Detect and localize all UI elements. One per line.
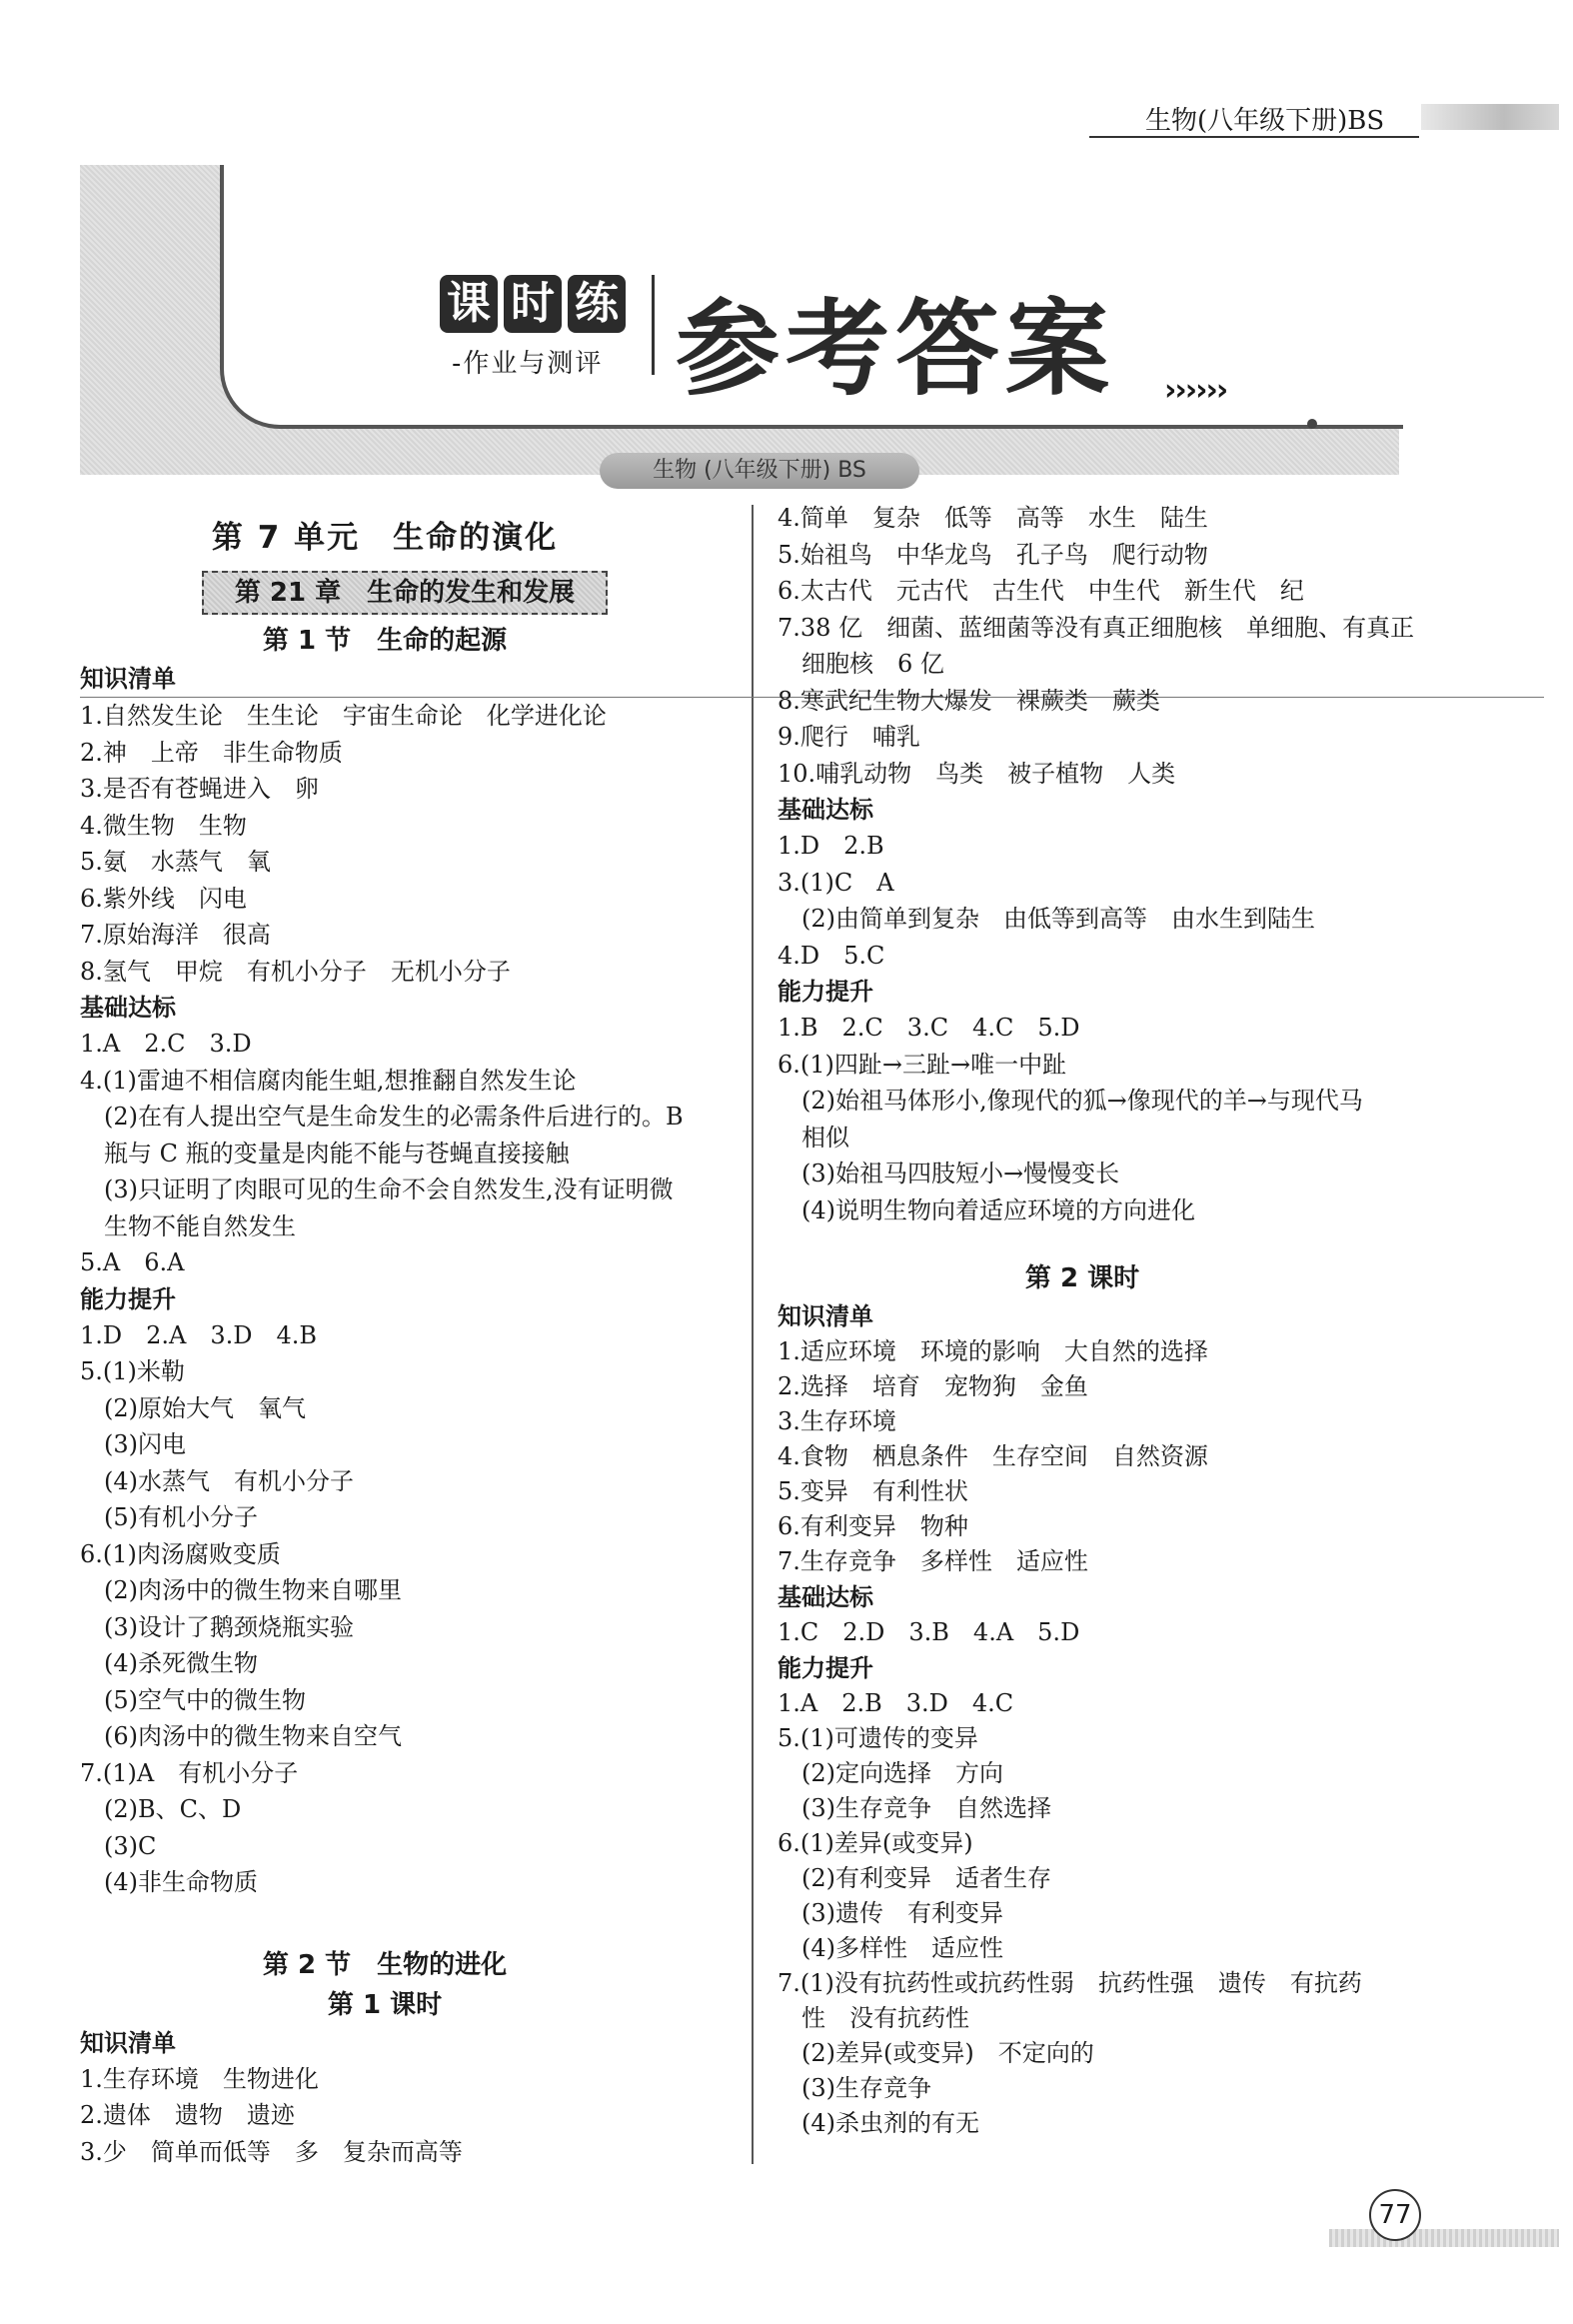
answer-line: 1.生存环境 生物进化 [80,2064,319,2093]
answer-line: (3)生存竞争 [801,2074,931,2102]
answer-line: (2)原始大气 氧气 [104,1393,306,1422]
footer-bar [1329,2229,1559,2247]
category-knowledge: 知识清单 [80,661,1544,698]
answer-line: 9.爬行 哺乳 [778,723,920,751]
answer-line: 4.D 5.C [778,941,885,970]
answer-line: (3)闪电 [104,1430,186,1458]
category-basic: 基础达标 [778,1583,873,1611]
answer-line: 生物不能自然发生 [104,1211,296,1240]
brand-subtitle: -作业与测评 [452,349,604,379]
answer-list [80,1317,740,1901]
answer-line: 5.A 6.A [80,1248,185,1276]
answer-line: (2)在有人提出空气是生命发生的必需条件后进行的。B [104,1103,684,1131]
answer-line: 5.氨 水蒸气 氧 [80,848,271,876]
running-header [1089,96,1559,138]
answer-line: 2.遗体 遗物 遗迹 [80,2101,295,2129]
answer-line: 5.变异 有利性状 [778,1477,968,1505]
answer-line: 6.有利变异 物种 [778,1512,968,1540]
category-knowledge: 知识清单 [80,2028,176,2057]
answer-line: 性 没有抗药性 [801,2004,969,2032]
answer-line: 4.微生物 生物 [80,811,247,840]
answer-line: 3.是否有苍蝇进入 卵 [80,775,319,803]
answer-line: 8.氢气 甲烷 有机小分子 无机小分子 [80,957,511,986]
answer-line: 5.(1)米勒 [80,1357,185,1385]
answer-line: 7.生存竞争 多样性 适应性 [778,1547,1088,1575]
running-header-title: 生物(八年级下册)BS [1145,106,1385,136]
lesson-heading: 第 2 课时 [1024,1263,1140,1293]
answer-line: (3)始祖马四肢短小→慢慢变长 [801,1160,1120,1187]
brand-char: 练 [568,275,626,333]
answer-line: (3)设计了鹅颈烧瓶实验 [104,1612,354,1641]
answer-line: 4.(1)雷迪不相信腐肉能生蛆,想推翻自然发生论 [80,1066,577,1095]
left-column [80,500,740,2170]
answer-line: (3)生存竞争 自然选择 [801,1794,1051,1822]
answer-line: 细胞核 6 亿 [801,650,944,678]
answer-line: (5)空气中的微生物 [104,1685,306,1714]
answer-line: (4)非生命物质 [104,1868,258,1896]
answer-line: 瓶与 C 瓶的变量是肉能不能与苍蝇直接接触 [104,1139,570,1167]
answer-line: 1.A 2.B 3.D 4.C [778,1689,1014,1717]
unit-heading: 第 7 单元 生命的演化 [211,520,559,556]
answer-line: (3)遗传 有利变异 [801,1899,1003,1927]
answer-line: (3)C [104,1831,157,1860]
answer-line: 6.(1)肉汤腐败变质 [80,1539,281,1568]
column-divider [752,505,754,2164]
category-knowledge: 知识清单 [778,1302,873,1330]
answer-line: (6)肉汤中的微生物来自空气 [104,1722,402,1750]
answer-line: 4.简单 复杂 低等 高等 水生 陆生 [778,504,1208,532]
answer-line: 8.寒武纪生物大爆发 裸蕨类 蕨类 [778,686,1160,715]
answer-line: 3.生存环境 [778,1407,896,1435]
answer-line: 2.神 上帝 非生命物质 [80,738,343,767]
brand-separator [652,275,655,375]
answer-line: 1.D 2.B [778,832,884,860]
answer-list [778,828,1437,974]
answer-line: 7.(1)没有抗药性或抗药性弱 抗药性强 遗传 有抗药 [778,1969,1362,1997]
answer-line: 3.(1)C A [778,868,894,897]
subject-pill: 生物 (八年级下册) BS [600,453,919,489]
answer-line: 10.哺乳动物 鸟类 被子植物 人类 [778,759,1176,788]
running-header-bar [1421,104,1559,130]
answer-list [778,1686,1437,2141]
lesson-heading: 第 1 课时 [327,1989,443,2020]
answer-line: 1.B 2.C 3.C 4.C 5.D [778,1014,1080,1042]
title-banner [80,165,1399,483]
answer-line: (3)只证明了肉眼可见的生命不会自然发生,没有证明微 [104,1175,674,1203]
category-ability: 能力提升 [80,1284,176,1313]
brand-char: 时 [504,275,562,333]
category-basic: 基础达标 [80,994,176,1022]
answer-line: 6.(1)四趾→三趾→唯一中趾 [778,1050,1067,1079]
brand-logo [440,275,626,333]
category-ability: 能力提升 [778,978,873,1006]
page-title: 参考答案 [676,288,1116,410]
answer-line: 5.(1)可遗传的变异 [778,1724,978,1752]
chapter-heading: 第 21 章 生命的发生和发展 [202,571,608,615]
banner-dot [1307,419,1317,429]
answer-line: 1.A 2.C 3.D [80,1030,252,1058]
answer-line: (4)杀死微生物 [104,1649,258,1677]
answer-line: (2)差异(或变异) 不定向的 [801,2039,1094,2067]
answer-line: 相似 [801,1123,849,1152]
chevrons-icon: ›››››› [1164,373,1227,408]
answer-list [778,1010,1437,1228]
answer-line: 7.原始海洋 很高 [80,921,271,949]
page-number: 77 [1369,2189,1421,2241]
answer-line: 3.少 简单而低等 多 复杂而高等 [80,2137,463,2166]
answer-line: 1.D 2.A 3.D 4.B [80,1320,318,1349]
answer-line: (2)B、C、D [104,1795,242,1823]
section-heading: 第 2 节 生物的进化 [262,1949,508,1980]
answer-line: (5)有机小分子 [104,1503,258,1531]
answer-line: 1.适应环境 环境的影响 大自然的选择 [778,1337,1208,1365]
answer-line: 1.C 2.D 3.B 4.A 5.D [778,1618,1080,1646]
answer-line: (2)始祖马体形小,像现代的狐→像现代的羊→与现代马 [801,1087,1363,1115]
answer-line: (4)杀虫剂的有无 [801,2109,979,2137]
answer-line: 7.38 亿 细菌、蓝细菌等没有真正细胞核 单细胞、有真正 [778,613,1415,642]
right-column [778,500,1437,2141]
answer-line: (2)定向选择 方向 [801,1759,1003,1787]
answer-line: (2)有利变异 适者生存 [801,1864,1051,1892]
answer-line: 7.(1)A 有机小分子 [80,1758,299,1787]
section-heading: 第 1 节 生命的起源 [262,626,508,656]
answer-line: 6.(1)差异(或变异) [778,1829,973,1857]
answer-line: 4.食物 栖息条件 生存空间 自然资源 [778,1442,1208,1470]
category-ability: 能力提升 [778,1654,873,1682]
answer-list [778,500,1437,792]
answer-line: 1.自然发生论 生生论 宇宙生命论 化学进化论 [80,702,607,730]
answer-line: 6.紫外线 闪电 [80,884,247,913]
category-basic: 基础达标 [778,796,873,824]
answer-line: (2)肉汤中的微生物来自哪里 [104,1576,402,1604]
answer-line: (4)水蒸气 有机小分子 [104,1466,354,1495]
answer-line: 5.始祖鸟 中华龙鸟 孔子鸟 爬行动物 [778,540,1208,569]
answer-line: (4)多样性 适应性 [801,1934,1003,1962]
answer-line: 6.太古代 元古代 古生代 中生代 新生代 纪 [778,577,1304,605]
answer-line: 2.选择 培育 宠物狗 金鱼 [778,1372,1088,1400]
answer-line: (4)说明生物向着适应环境的方向进化 [801,1195,1195,1224]
answer-line: (2)由简单到复杂 由低等到高等 由水生到陆生 [801,905,1315,933]
brand-char: 课 [440,275,498,333]
